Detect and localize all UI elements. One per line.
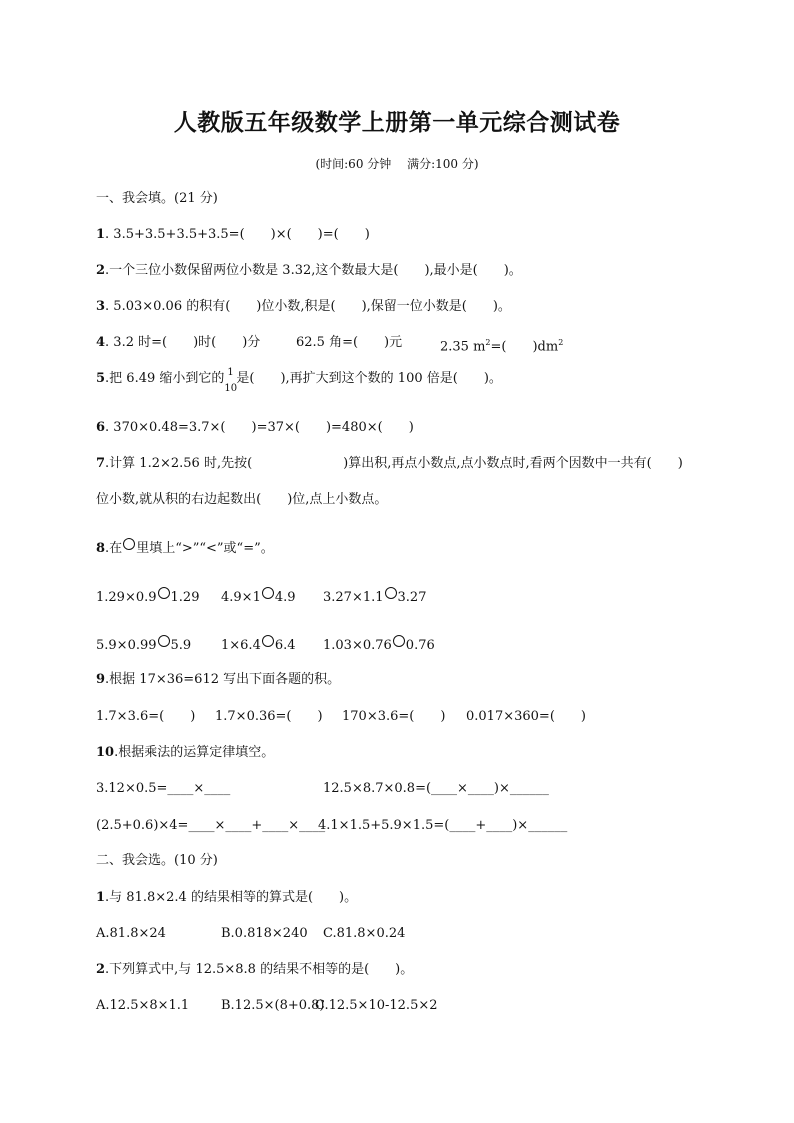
compare-item xyxy=(221,635,296,655)
question-10 xyxy=(96,744,274,762)
compare-left: 1.29×0.9 xyxy=(96,590,157,605)
question-text-post: 里填上“>”“<”或“=”。 xyxy=(136,541,274,556)
option-b: B.12.5×(8+0.8) xyxy=(221,998,325,1013)
question-number: 10 xyxy=(96,745,115,760)
question-number: 6 xyxy=(96,420,106,435)
circle-icon[interactable] xyxy=(158,635,170,647)
compare-right: 0.76 xyxy=(405,638,435,653)
section-2-heading: 二、我会选。(10 分) xyxy=(96,853,218,868)
question-4 xyxy=(96,334,260,352)
compare-right: 1.29 xyxy=(170,590,200,605)
question-text: .下列算式中,与 12.5×8.8 的结果不相等的是( )。 xyxy=(105,962,414,977)
question-part-a: . 3.2 时=( )时( )分 xyxy=(105,335,261,350)
question-text: . 5.03×0.06 的积有( )位小数,积是( ),保留一位小数是( )。 xyxy=(105,299,511,314)
question-text: .与 81.8×2.4 的结果相等的算式是( )。 xyxy=(105,890,358,905)
question-text-post: 是( ),再扩大到这个数的 100 倍是( )。 xyxy=(236,371,502,386)
question-number: 3 xyxy=(96,299,106,314)
fraction xyxy=(224,367,238,394)
question-8 xyxy=(96,538,274,558)
question-number: 2 xyxy=(96,263,106,278)
question-text: .根据 17×36=612 写出下面各题的积。 xyxy=(105,672,341,687)
question-2 xyxy=(96,262,522,280)
question-7 xyxy=(96,455,683,473)
question-text: .一个三位小数保留两位小数是 3.32,这个数最大是( ),最小是( )。 xyxy=(105,263,522,278)
exponent: 2 xyxy=(485,338,491,347)
compare-item xyxy=(96,635,191,655)
law-item: (2.5+0.6)×4=____×____+____×____ xyxy=(96,818,326,833)
compare-item xyxy=(96,587,199,607)
product-item: 1.7×0.36=( ) xyxy=(215,709,323,724)
compare-left: 1×6.4 xyxy=(221,638,261,653)
law-item: 12.5×8.7×0.8=(____×____)×______ xyxy=(323,781,549,796)
area-conversion: =( )dm xyxy=(490,339,559,355)
choice-question-2 xyxy=(96,961,413,979)
fraction-numerator: 1 xyxy=(227,367,234,378)
compare-item xyxy=(221,587,296,607)
question-text: .根据乘法的运算定律填空。 xyxy=(114,745,275,760)
product-item: 1.7×3.6=( ) xyxy=(96,709,196,724)
question-number: 1 xyxy=(96,890,106,905)
fraction-denominator: 10 xyxy=(224,383,238,394)
question-text: . 3.5+3.5+3.5+3.5=( )×( )=( ) xyxy=(105,227,370,242)
product-item: 170×3.6=( ) xyxy=(342,709,446,724)
exam-info: (时间:60 分钟 满分:100 分) xyxy=(315,157,479,171)
circle-icon[interactable] xyxy=(385,587,397,599)
question-1 xyxy=(96,226,370,244)
circle-icon[interactable] xyxy=(262,635,274,647)
question-text-pre: .在 xyxy=(105,541,123,556)
question-number: 5 xyxy=(96,371,106,386)
compare-right: 4.9 xyxy=(274,590,296,605)
law-item: 4.1×1.5+5.9×1.5=(____+____)×______ xyxy=(318,818,568,833)
question-text: . 370×0.48=3.7×( )=37×( )=480×( ) xyxy=(105,420,414,435)
circle-icon xyxy=(123,538,135,550)
circle-icon[interactable] xyxy=(262,587,274,599)
question-number: 7 xyxy=(96,456,106,471)
question-number: 4 xyxy=(96,335,106,350)
option-a: A.81.8×24 xyxy=(96,926,166,941)
page-title: 人教版五年级数学上册第一单元综合测试卷 xyxy=(173,109,621,136)
question-number: 8 xyxy=(96,541,106,556)
compare-left: 3.27×1.1 xyxy=(323,590,384,605)
question-7-continued: 位小数,就从积的右边起数出( )位,点上小数点。 xyxy=(96,492,388,507)
product-item: 0.017×360=( ) xyxy=(466,709,586,724)
question-6 xyxy=(96,419,414,437)
option-c: C.12.5×10-12.5×2 xyxy=(315,998,438,1013)
exponent: 2 xyxy=(558,338,564,347)
compare-item xyxy=(323,587,426,607)
question-5 xyxy=(96,367,502,394)
compare-left: 5.9×0.99 xyxy=(96,638,157,653)
option-a: A.12.5×8×1.1 xyxy=(96,998,190,1013)
question-number: 9 xyxy=(96,672,106,687)
compare-item xyxy=(323,635,435,655)
area-value: 2.35 m xyxy=(440,339,486,355)
compare-right: 3.27 xyxy=(397,590,427,605)
question-4-part-c xyxy=(440,334,563,356)
circle-icon[interactable] xyxy=(158,587,170,599)
compare-left: 1.03×0.76 xyxy=(323,638,392,653)
question-4-part-b: 62.5 角=( )元 xyxy=(296,335,403,350)
option-c: C.81.8×0.24 xyxy=(323,926,406,941)
law-item: 3.12×0.5=____×____ xyxy=(96,781,231,796)
question-9 xyxy=(96,671,340,689)
option-b: B.0.818×240 xyxy=(221,926,308,941)
compare-left: 4.9×1 xyxy=(221,590,261,605)
compare-right: 5.9 xyxy=(170,638,192,653)
question-3 xyxy=(96,298,511,316)
choice-question-1 xyxy=(96,889,357,907)
question-number: 1 xyxy=(96,227,106,242)
question-text: .计算 1.2×2.56 时,先按( )算出积,再点小数点,点小数点时,看两个因数中一共有( ) xyxy=(105,456,683,471)
question-text-pre: .把 6.49 缩小到它的 xyxy=(105,371,225,386)
circle-icon[interactable] xyxy=(393,635,405,647)
question-number: 2 xyxy=(96,962,106,977)
section-1-heading: 一、我会填。(21 分) xyxy=(96,191,218,206)
compare-right: 6.4 xyxy=(274,638,296,653)
